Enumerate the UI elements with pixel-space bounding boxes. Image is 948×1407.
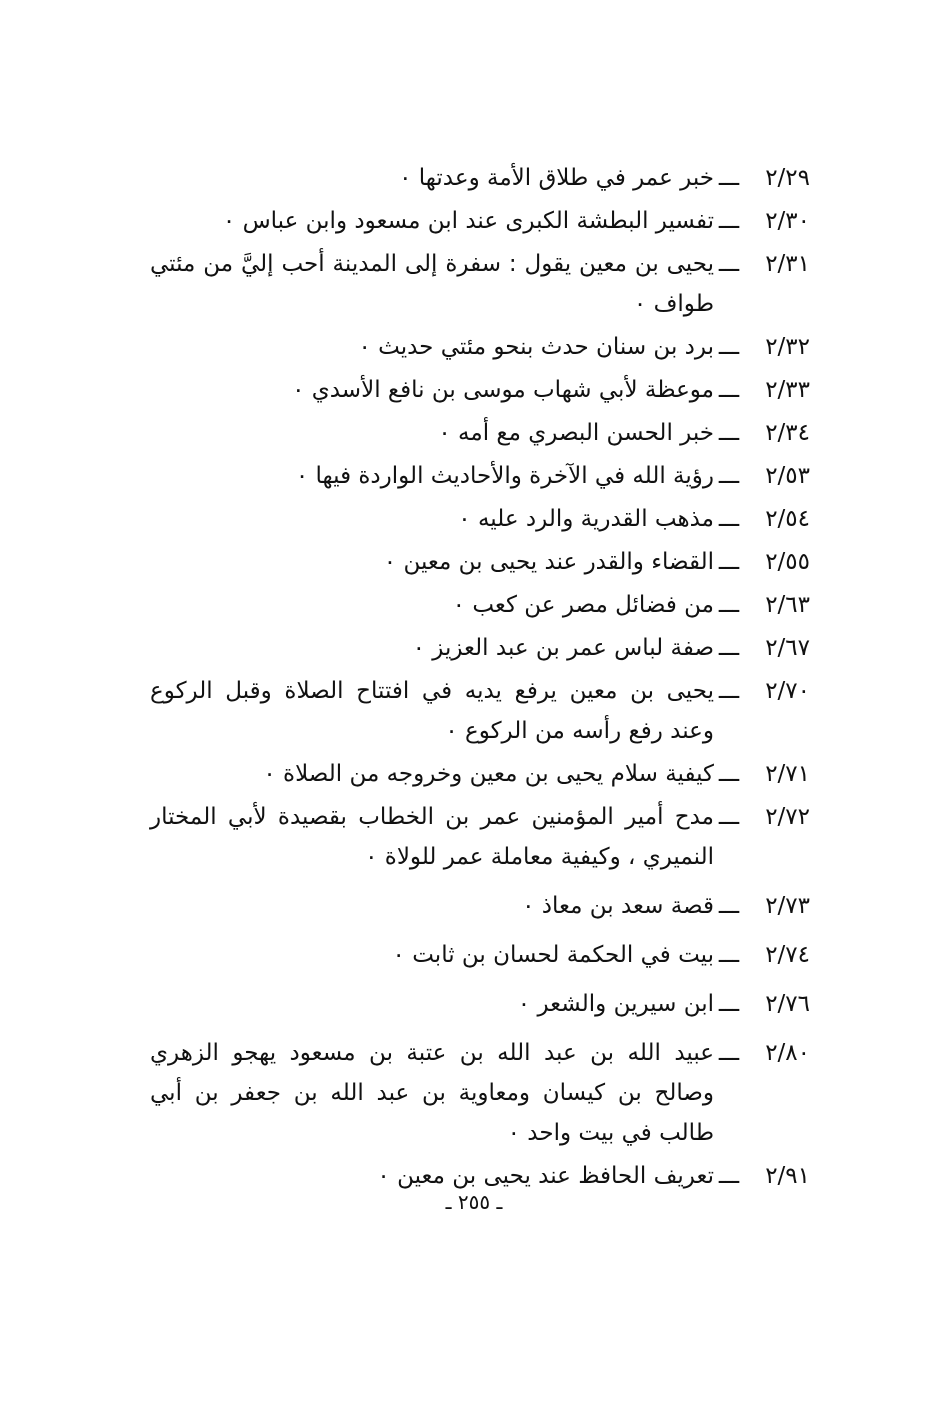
entry-reference: ٢/٧٣: [765, 893, 810, 919]
index-entry: [150, 370, 810, 410]
entry-reference: ٢/٣٤: [765, 420, 810, 446]
index-entry: [150, 754, 810, 794]
entry-title: مذهب القدرية والرد عليه ٠: [458, 506, 714, 532]
entry-dash: ـــ: [718, 1040, 740, 1066]
index-entry: [150, 935, 810, 975]
index-entry: [150, 244, 810, 324]
index-entry: [150, 797, 810, 877]
entry-dash: ـــ: [718, 942, 740, 968]
index-entry: [150, 1033, 810, 1153]
index-entry: [150, 158, 810, 198]
index-entry: [150, 327, 810, 367]
entry-dash: ـــ: [718, 761, 740, 787]
entry-title: كيفية سلام يحيى بن معين وخروجه من الصلاة ٠: [263, 761, 714, 787]
entry-reference: ٢/٩١: [765, 1163, 810, 1189]
entry-dash: ـــ: [718, 208, 740, 234]
entry-title: من فضائل مصر عن كعب ٠: [452, 592, 714, 618]
entry-dash: ـــ: [718, 463, 740, 489]
entry-dash: ـــ: [718, 549, 740, 575]
entry-title: برد بن سنان حدث بنحو مئتي حديث ٠: [358, 334, 714, 360]
entry-title: صفة لباس عمر بن عبد العزيز ٠: [412, 635, 714, 661]
entry-reference: ٢/٢٩: [765, 165, 810, 191]
entry-reference: ٢/٣١: [765, 251, 810, 277]
index-entry: [150, 671, 810, 751]
entry-dash: ـــ: [718, 804, 740, 830]
entry-dash: ـــ: [718, 893, 740, 919]
entry-dash: ـــ: [718, 678, 740, 704]
entry-title: مدح أمير المؤمنين عمر بن الخطاب بقصيدة لأبي المختار النميري ، وكيفية معاملة عمر للولاة ٠: [150, 804, 714, 870]
entry-reference: ٢/٥٤: [765, 506, 810, 532]
entry-title: رؤية الله في الآخرة والأحاديث الواردة فيها ٠: [295, 463, 714, 489]
index-entry: [150, 201, 810, 241]
entry-reference: ٢/٨٠: [765, 1040, 810, 1066]
entry-dash: ـــ: [718, 420, 740, 446]
entry-dash: ـــ: [718, 506, 740, 532]
entry-title: تعريف الحافظ عند يحيى بن معين ٠: [377, 1163, 714, 1189]
entry-title: ابن سيرين والشعر ٠: [517, 991, 714, 1017]
index-list: [150, 158, 810, 1199]
entry-reference: ٢/٦٣: [765, 592, 810, 618]
index-entry: [150, 984, 810, 1024]
entry-dash: ـــ: [718, 1163, 740, 1189]
index-entry: [150, 413, 810, 453]
entry-title: يحيى بن معين يقول : سفرة إلى المدينة أحب إليَّ من مئتي طواف ٠: [150, 251, 714, 317]
entry-reference: ٢/٧٤: [765, 942, 810, 968]
index-entry: [150, 585, 810, 625]
entry-title: عبيد الله بن عبد الله بن عتبة بن مسعود يهجو الزهري وصالح بن كيسان ومعاوية بن عبد الله بن جعفر بن أبي طالب في بيت واحد ٠: [150, 1040, 714, 1146]
entry-reference: ٢/٣٠: [765, 208, 810, 234]
entry-reference: ٢/٣٢: [765, 334, 810, 360]
entry-dash: ـــ: [718, 592, 740, 618]
entry-reference: ٢/٦٧: [765, 635, 810, 661]
entry-reference: ٢/٧٢: [765, 804, 810, 830]
entry-title: يحيى بن معين يرفع يديه في افتتاح الصلاة وقبل الركوع وعند رفع رأسه من الركوع ٠: [150, 678, 714, 744]
entry-title: القضاء والقدر عند يحيى بن معين ٠: [383, 549, 714, 575]
entry-title: خبر الحسن البصري مع أمه ٠: [438, 420, 714, 446]
index-entry: [150, 886, 810, 926]
entry-dash: ـــ: [718, 334, 740, 360]
entry-title: تفسير البطشة الكبرى عند ابن مسعود وابن عباس ٠: [222, 208, 714, 234]
entry-dash: ـــ: [718, 991, 740, 1017]
entry-title: بيت في الحكمة لحسان بن ثابت ٠: [392, 942, 714, 968]
index-entry: [150, 499, 810, 539]
entry-reference: ٢/٥٣: [765, 463, 810, 489]
entry-title: خبر عمر في طلاق الأمة وعدتها ٠: [399, 165, 714, 191]
entry-reference: ٢/٧٦: [765, 991, 810, 1017]
entry-reference: ٢/٣٣: [765, 377, 810, 403]
entry-dash: ـــ: [718, 165, 740, 191]
entry-dash: ـــ: [718, 251, 740, 277]
entry-reference: ٢/٧٠: [765, 678, 810, 704]
entry-title: موعظة لأبي شهاب موسى بن نافع الأسدي ٠: [292, 377, 714, 403]
page-number: ـ ٢٥٥ ـ: [445, 1190, 503, 1214]
entry-reference: ٢/٧١: [765, 761, 810, 787]
index-entry: [150, 628, 810, 668]
entry-title: قصة سعد بن معاذ ٠: [522, 893, 714, 919]
index-entry: [150, 456, 810, 496]
index-entry: [150, 542, 810, 582]
entry-dash: ـــ: [718, 377, 740, 403]
entry-reference: ٢/٥٥: [765, 549, 810, 575]
entry-dash: ـــ: [718, 635, 740, 661]
